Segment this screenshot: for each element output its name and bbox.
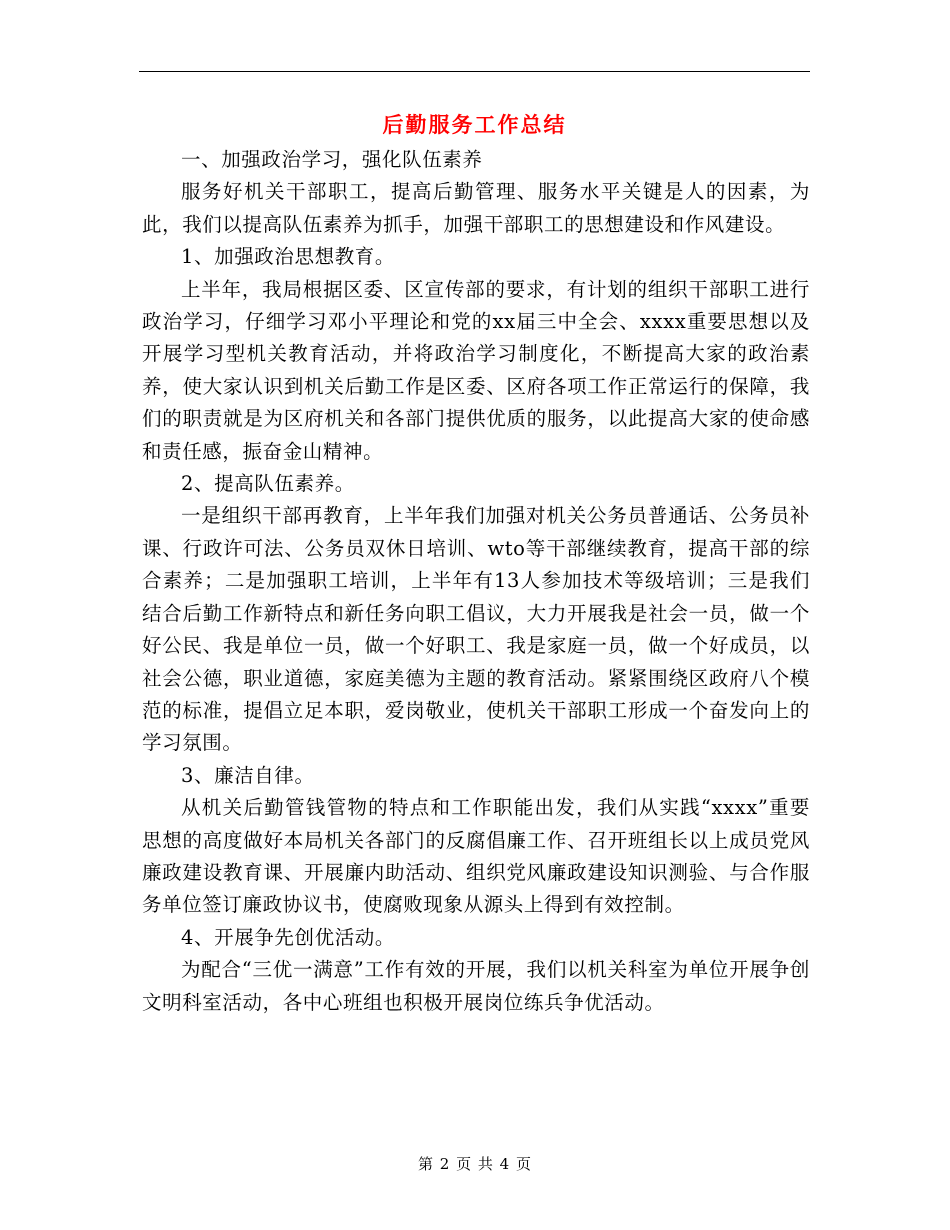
paragraph-intro: 服务好机关干部职工，提高后勤管理、服务水平关键是人的因素，为此，我们以提高队伍素养为抓手，加强干部职工的思想建设和作风建设。: [142, 180, 810, 236]
paragraph-team-quality: 一是组织干部再教育，上半年我们加强对机关公务员普通话、公务员补课、行政许可法、公务员双休日培训、wto等干部继续教育，提高干部的综合素养；二是加强职工培训，上半年有13人参加技术等级培训；三是我们结合后勤工作新特点和新任务向职工倡议，大力开展我是社会一员，做一个好公民、我是单位一员，做一个好职工、我是家庭一员，做一个好成员，以社会公德，职业道德，家庭美德为主题的教育活动。紧紧围绕区政府八个模范的标准，提倡立足本职，爱岗敬业，使机关干部职工形成一个奋发向上的学习氛围。: [142, 504, 810, 755]
subheading-4: 4、开展争先创优活动。: [181, 925, 396, 949]
document-title: 后勤服务工作总结: [382, 113, 567, 137]
paragraph-political-education: 上半年，我局根据区委、区宣传部的要求，有计划的组织干部职工进行政治学习，仔细学习邓小平理论和党的xx届三中全会、xxxx重要思想以及开展学习型机关教育活动，并将政治学习制度化，不断提高大家的政治素养，使大家认识到机关后勤工作是区委、区府各项工作正常运行的保障，我们的职责就是为区府机关和各部门提供优质的服务，以此提高大家的使命感和责任感，振奋金山精神。: [142, 277, 810, 463]
paragraph-integrity: 从机关后勤管钱管物的特点和工作职能出发，我们从实践“xxxx”重要思想的高度做好本局机关各部门的反腐倡廉工作、召开班组长以上成员党风廉政建设教育课、开展廉内助活动、组织党风廉政建设知识测验、与合作服务单位签订廉政协议书，使腐败现象从源头上得到有效控制。: [142, 796, 810, 917]
subheading-1: 1、加强政治思想教育。: [181, 245, 396, 269]
header-rule: [139, 71, 810, 72]
page-number: 第 2 页 共 4 页: [418, 1155, 532, 1173]
document-body: [142, 144, 810, 1019]
paragraph-excellence: 为配合“三优一满意”工作有效的开展，我们以机关科室为单位开展争创文明科室活动，各中心班组也积极开展岗位练兵争优活动。: [142, 958, 810, 1014]
subheading-2: 2、提高队伍素养。: [181, 472, 355, 496]
subheading-3: 3、廉洁自律。: [181, 763, 315, 787]
section-heading-1: 一、加强政治学习，强化队伍素养: [181, 148, 483, 171]
